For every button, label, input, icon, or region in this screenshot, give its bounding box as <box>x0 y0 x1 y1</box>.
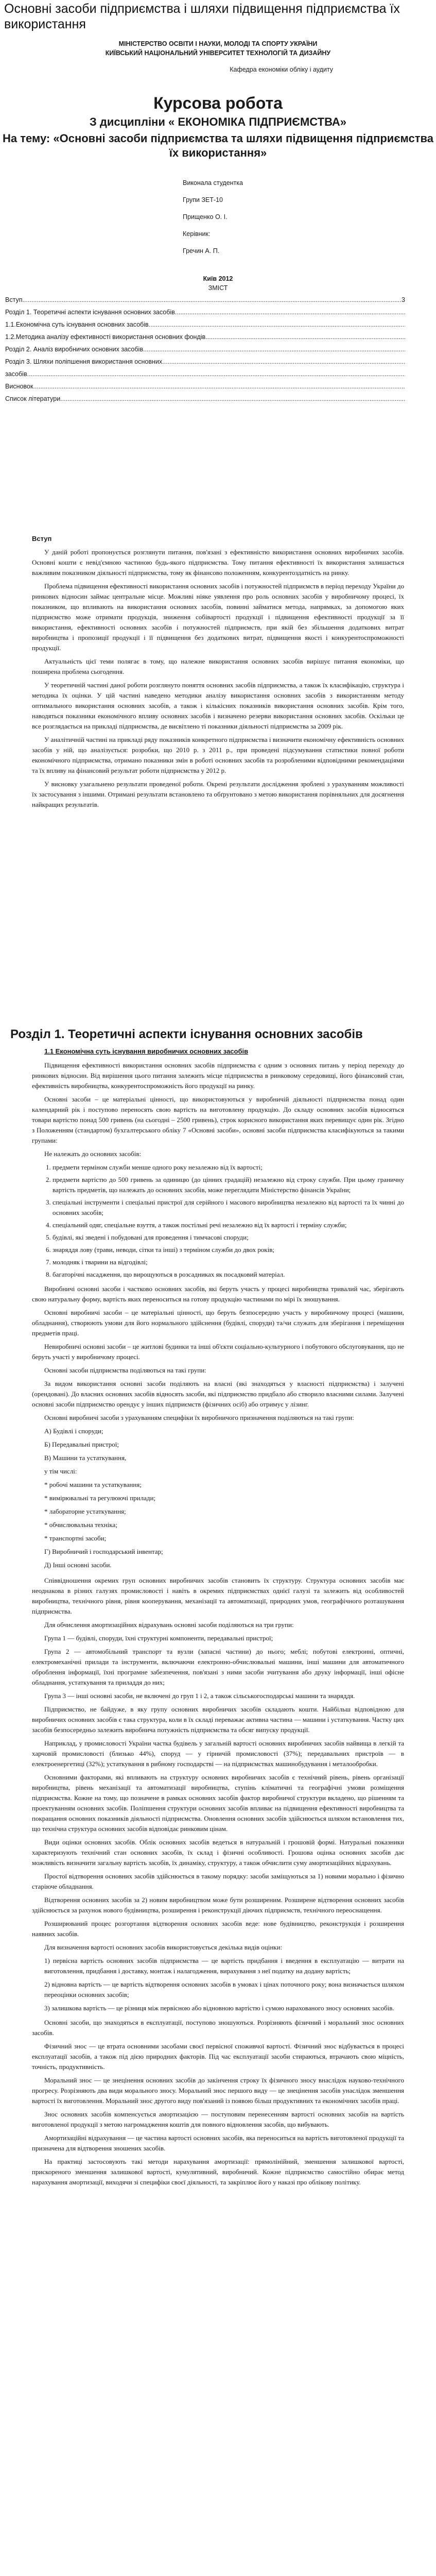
intro-paragraph: У теоретичній частині даної роботи розглянуто поняття основних засобів підприємства, а також їх класифікацію, структура і методика їх оцінки. У цій частині наведено методики аналізу використання основних засобів з використанням методу оптимального використання основних засобів, а також і кількісних показників використання основних засобів. Крім того, наводяться показники економічного впливу основних засобів і визначено резерви використання основних засобів. Оскільки це все розглядається на прикладі підприємства, де висвітлено ті показники діяльності підприємства за 2009 рік. <box>32 681 404 730</box>
toc-entry: 1.2.Методика аналізу ефективності використання основних фондів ..... <box>5 331 405 343</box>
body-paragraph: Розширюваний процес розгортання відтворення основних засобів веде: нове будівництво, реконструкція і розширення наявних засобів. <box>32 1920 404 1938</box>
toc-entry: засобів ..... <box>5 368 405 380</box>
body-paragraph: Моральний знос — це знецінення основних засобів до закінчення строку їх фізичного зносу внаслідок науково-технічного прогресу. Розрізняють два види морального зносу. Моральний знос першого виду — це знецінення засобів унаслідок зменшення вартості їх виготовлення. Моральний знос другого виду пов'язаний із появою більш продуктивних та економічних засобів праці. <box>32 2076 404 2105</box>
toc-entry: Висновок ..... <box>5 380 405 393</box>
chapter1-heading: Розділ 1. Теоретичні аспекти існування основних засобів <box>10 1027 363 1041</box>
list-item: * робочі машини та устаткування; <box>44 1481 142 1488</box>
list-item: * лабораторне устаткування; <box>44 1507 126 1515</box>
supervisor-name: Гречин А. П. <box>183 247 220 255</box>
body-paragraph: Група 2 — автомобільний транспорт та вузли (запасні частини) до нього; меблі; побутові електронні, оптичні, електромеханічні прилади та інструменти, включаючи електронно-обчислювальні машини, інші машини для автоматичного оброблення інформації, їхні програмне забезпечення, пов'язані з ними засоби зчитування або друку інформації, інші офісне обладнання, устаткування та приладдя до них; <box>32 1648 404 1686</box>
theme-heading: На тему: «Основні засоби підприємства та шляхи підвищення підприємства їх використання» <box>3 132 433 159</box>
supervisor-label: Керівник: <box>183 230 211 238</box>
ministry-header <box>0 39 436 58</box>
intro-paragraph: У висновку узагальнено результати проведеної роботи. Окремі результати дослідження зроблені з урахуванням можливості їх застосування з іншими. Отримані результати встановлено та обґрунтовано з метою використання порівняльних для досягнення найкращих результатів. <box>32 780 404 808</box>
list-item: 4. спеціальний одяг, спеціальне взуття, а також постільні речі незалежно від їх вартості і терміну служби; <box>53 1220 404 1230</box>
toc-entry: Список літератури ..... <box>5 393 405 405</box>
list-item: 1) первісна вартість основних засобів підприємства — це вартість придбання і введення в експлуатацію — витрати на виготовлення, придбання і доставку, монтаж і налагодження, вирахування з неї податку на додану вартість; <box>44 1957 404 1975</box>
toc-entry: Розділ 2. Аналіз виробничих основних засобів ..... <box>5 343 405 355</box>
valuation-list <box>32 1956 404 2013</box>
list-item: у тім числі: <box>44 1467 77 1475</box>
body-paragraph: Відтворення основних засобів за 2) новим виробництвом може бути розширеним. Розширене відтворення основних засобів здійснюється за рахунок нового будівництва, розширення і реконструкції діючих підприємств, технічного переоснащення. <box>32 1896 404 1914</box>
list-item: * транспортні засоби; <box>44 1534 107 1542</box>
body-paragraph: Невиробничі основні засоби – це житлові будинки та інші об'єкти соціально-культурного і побутового обслуговування, що не беруть участі у виробничому процесі. <box>32 1343 404 1361</box>
list-item: Б) Передавальні пристрої; <box>44 1440 119 1448</box>
list-item: 2) відновна вартість — це вартість відтворення основних засобів в умовах і цінах поточного року; вона визначається шляхом переоцінки основних засобів; <box>44 1980 404 1998</box>
body-paragraph: Співвідношення окремих груп основних виробничих засобів становить їх структуру. Структура основних засобів має неоднакова в різних галузях промисловості і навіть в окремих підприємствах однієї галузі та залежить від особливостей виробництва, технічного рівня, рівня кооперування, механізації та автоматизації, природних умов, географічного розташування підприємства. <box>32 1577 404 1615</box>
list-item: 1. предмети терміном служби менше одного року незалежно від їх вартості; <box>53 1162 404 1173</box>
body-paragraph: Види оцінки основних засобів. Облік основних засобів ведеться в натуральній і грошовій формі. Натуральні показники характеризують технічний стан основних засобів, їх склад і фізичні особливості. Грошова оцінка основних засобів дає можливість визначити загальну вартість засобів, їх динаміку, структуру, а також обчислити суму амортизаційних відрахувань. <box>32 1838 404 1867</box>
body-paragraph: Виробничі основні засоби і частково основних засобів, які беруть участь у процесі виробництва тривалий час, зберігають свою натуральну форму, вартість яких переноситься на готову продукцію частинами по мірі їх зношування. <box>32 1285 404 1303</box>
list-item: В) Машини та устаткування, <box>44 1454 127 1462</box>
intro-paragraph: Актуальність цієї теми полягає в тому, що належне використання основних засобів вирішує питання економіки, що поширена проблема сьогодення. <box>32 657 404 675</box>
body-paragraph: Для обчислення амортизаційних відрахувань основні засоби поділяються на три групи: <box>44 1621 294 1629</box>
ministry-line: МІНІСТЕРСТВО ОСВІТИ І НАУКИ, МОЛОДІ ТА СПОРТУ УКРАЇНИ <box>118 40 318 47</box>
list-item: Г) Виробничий і господарський інвентар; <box>44 1548 163 1555</box>
body-paragraph: Група 1 — будівлі, споруди, їхні структурні компоненти, передавальні пристрої; <box>44 1634 273 1642</box>
body-paragraph: Підприємство, не байдуже, в яку групу основних виробничих засобів складають кошти. Найбільш відповідною для виробничих основних засобів є така структура, коли в їх складі переважає активна частина — машини і устаткування. Частку цих засобів безпосередньо залежить виробнича потужність підприємства та обсяг випуску продукції. <box>32 1705 404 1734</box>
list-item: 3. спеціальні інструменти і спеціальні пристрої для серійного і масового виробництва незалежно від вартості та їх чинні до основних засобів; <box>53 1197 404 1218</box>
student-label: Виконала студентка <box>183 179 243 187</box>
body-paragraph: Основні виробничі засоби з урахуванням специфіки їх виробничого призначення поділяються на такі групи: <box>44 1414 354 1421</box>
body-paragraph: Фізичний знос — це втрата основними засобами своєї первісної споживчої вартості. Фізичний знос відбувається в процесі експлуатації засобів, а також під дією природних факторів. Під час експлуатації засоби стираються, втрачають свою міцність, точність, продуктивність. <box>32 2042 404 2071</box>
body-paragraph: За видом використання основні засоби поділяють на власні (які знаходяться у власності підприємства) і залучені (орендовані). До власних основних засобів відносять засоби, які підприємство придбало або створило власними силами. Залучені основні засоби підприємство орендує у інших підприємств (фізичних осіб) або отримує у лізинг. <box>32 1380 404 1408</box>
group-label: Групи ЗЕТ-10 <box>183 196 223 204</box>
asset-groups-list <box>32 1426 404 1570</box>
list-item: 3) залишкова вартість — це різниця між первісною або відновною вартістю і сумою нарахованого зносу основних засобів. <box>44 2004 394 2012</box>
chapter1-body <box>0 1060 436 2188</box>
body-paragraph: Група 3 — інші основні засоби, не включені до груп 1 і 2, а також сільськогосподарські машини та знаряддя. <box>44 1692 355 1700</box>
list-item: * вимірювальні та регулюючі прилади; <box>44 1494 156 1502</box>
exclusions-list <box>32 1162 404 1280</box>
body-paragraph: Наприклад, у промисловості України частка будівель у загальній вартості основних виробничих засобів найвища в легкій та харчовій промисловості (близько 44%), споруд — у гірничій промисловості (37%); передавальних пристроїв — в електроенергетиці (32%); устаткування в рибному господарстві — на підприємствах машинобудування і металообробки. <box>32 1739 404 1768</box>
list-item: * обчислювальна техніка; <box>44 1521 117 1529</box>
university-line: КИЇВСЬКИЙ НАЦІОНАЛЬНИЙ УНІВЕРСИТЕТ ТЕХНОЛОГІЙ ТА ДИЗАЙНУ <box>105 49 331 57</box>
list-item: 6. знаряддя лову (трави, неводи, сітки та інші) з терміном служби до двох років; <box>53 1245 404 1255</box>
toc-entry: Розділ 1. Теоретичні аспекти існування основних засобів ..... <box>5 306 405 318</box>
intro-paragraph: У даній роботі пропонується розглянути питання, пов'язані з ефективністю використання основних виробничих засобів. Основні кошти є невід'ємною частиною будь-якого підприємства. Тому питання ефективності їх використання залишається важливим показником діяльності підприємства, тому як фінансово положенням, конкурентоздатність на ринку. <box>32 548 404 577</box>
chair-name: Кафедра економіки обліку і аудиту <box>230 66 333 73</box>
student-name: Прищенко О. І. <box>183 213 228 221</box>
city-year: Київ 2012 <box>203 275 233 282</box>
document-title: Основні засоби підприємства і шляхи підвищення підприємства їх використання <box>4 2 400 31</box>
discipline-heading: З дисципліни « ЕКОНОМІКА ПІДПРИЄМСТВА» <box>90 115 346 128</box>
body-paragraph: Для визначення вартості основних засобів використовується декілька видів оцінки: <box>44 1943 283 1951</box>
body-paragraph: Основні виробничі засоби – це матеріальні цінності, що беруть безпосередню участь у виробничому процесі (машини, обладнання), створюють умови для його нормального здійснення (будівлі, споруди) та/чи служать для зберігання і переміщення предметів праці. <box>32 1309 404 1337</box>
list-item: А) Будівлі і споруди; <box>44 1427 103 1435</box>
body-paragraph: Підвищення ефективності використання основних засобів підприємства є одним з основних питань у період переходу до ринкових відносин. Від вирішення цього питання залежить місце підприємства в ринковому середовищі, його фінансовий стан, ефективність виробництва, конкурентоспроможність його продукції на ринку. <box>32 1061 404 1090</box>
intro-paragraph: Проблема підвищення ефективності використання основних засобів і потужностей підприємств в період переходу України до ринкових відносин займає центральне місце. Можливі ніяке уявлення про роль основних засобів у виробничому процесі, їх показником, що впливають на використання основних засобів, повинні займатися метода, напрямках, за допомогою яких підприємство може отримати продукція, зниження собівартості продукції і підвищення ефективності продукції за її використання, ефективності основних засобів і потужностей підприємств, при якій без збільшення додаткових витрат виробництва і пропозиції продукції і її підвищення без додаткових витрат, підвищення якості і конкурентоспроможності продукції. <box>32 582 404 652</box>
list-item: Д) Інші основні засоби. <box>44 1561 112 1569</box>
intro-paragraph: У аналітичній частині на прикладі ряду показників конкретного підприємства і визначити економічну ефективність основних засобів у ній, що аналізується: розробки, що 2010 р. з 2011 р., при проведені підсумування статистики повної роботи економічного підприємства, отримано показники змін в роботі основних засобів та розробленими відповідними рекомендаціями та їх впливу на фінансовий результат роботи підприємства у 2012 р. <box>32 736 404 774</box>
body-paragraph: Простої відтворення основних засобів здійснюється в такому порядку: засоби заміщуються за 1) новими морально і фізично старіюче обладнання. <box>32 1872 404 1890</box>
body-paragraph: Основні засоби підприємства поділяються на такі групи: <box>44 1366 206 1374</box>
body-paragraph: Основними факторами, які впливають на структуру основних виробничих засобів є технічний рівень, рівень організації виробництва, рівень механізації та автоматизації виробництва, ступінь кліматичні та географічні умови розміщення підприємства. Кожне на тому, що позначене в рамках основних засобів фактор виробничої структури вкладено, що рішенням та проектуванням основних засобів. Поліпшення структури основних засобів впливає на підвищення ефективності виробництва та покращання основних показників діяльності підприємства. Оновлення основних засобів здійснюється шляхом встановлення тих, що технічна структура основних засобів відповідає ринковим цінам. <box>32 1773 404 1833</box>
body-paragraph: Основні засоби, що знаходяться в експлуатації, поступово зношуються. Розрізняють фізичний і моральний знос основних засобів. <box>32 2019 404 2037</box>
body-paragraph: Основні засоби – це матеріальні цінності, що використовуються у виробничій діяльності підприємства понад один календарний рік і поступово переносять свою вартість на виготовлену продукцію. До складу основних засобів відносяться товари вартістю понад 500 гривень (на сьогодні – 2500 гривень), строк корисного використання яких перевищує один рік. Згідно з Положенням (стандартом) бухгалтерського обліку 7 «Основні засоби», основні засоби підприємства класифікуються за такими групами: <box>32 1095 404 1144</box>
work-type-heading: Курсова робота <box>153 94 283 112</box>
list-item: 5. будівлі, які зведені і побудовані для проведення і тимчасові споруди; <box>53 1232 404 1243</box>
intro-title: Вступ <box>32 535 52 543</box>
author-info <box>183 178 436 257</box>
list-item: 7. молодняк і тварини на відгодівлі; <box>53 1257 404 1267</box>
toc-entry: 1.1.Економічна суть існування основних засобів ..... <box>5 318 405 331</box>
toc-entry: Розділ 3. Шляхи поліпшення використання основних ..... <box>5 355 405 368</box>
table-of-contents <box>0 294 436 405</box>
body-paragraph: На практиці застосовують такі методи нарахування амортизації: прямолінійний, зменшення залишкової вартості, прискореного зменшення залишкової вартості, кумулятивний, виробничий. Кожне підприємство самостійно обирає метод нарахування амортизації, виходячи зі специфіки своєї діяльності, та закріплює його у наказі про облікову політику. <box>32 2158 404 2186</box>
body-paragraph: Не належать до основних засобів: <box>44 1150 142 1158</box>
section-1-1-heading: 1.1 Економічна суть існування виробничих основних засобів <box>44 1047 249 1055</box>
list-item: 2. предмети вартістю до 500 гривень за одиницю (до цінних градацій) незалежно від строку служби. При цьому граничну вартість предметів, що належать до основних засобів, може переглядати Міністерство фінансів України; <box>53 1175 404 1195</box>
intro-section <box>0 534 436 810</box>
body-paragraph: Амортизаційні відрахування — це частина вартості основних засобів, яка переноситься на вартість виготовленої продукції та призначена для відтворення зношених засобів. <box>32 2134 404 2152</box>
list-item: 8. багаторічні насадження, що вирощуються в розсадниках як посадковий матеріал. <box>53 1269 404 1280</box>
body-paragraph: Знос основних засобів компенсується амортизацією — поступовим перенесенням вартості основних засобів на вартість виготовленої продукції з метою нагромадження коштів для повного відновлення засобів, що вибувають. <box>32 2110 404 2128</box>
toc-heading: ЗМІСТ <box>208 284 228 292</box>
toc-entry: Вступ ..... 3 <box>5 294 405 306</box>
